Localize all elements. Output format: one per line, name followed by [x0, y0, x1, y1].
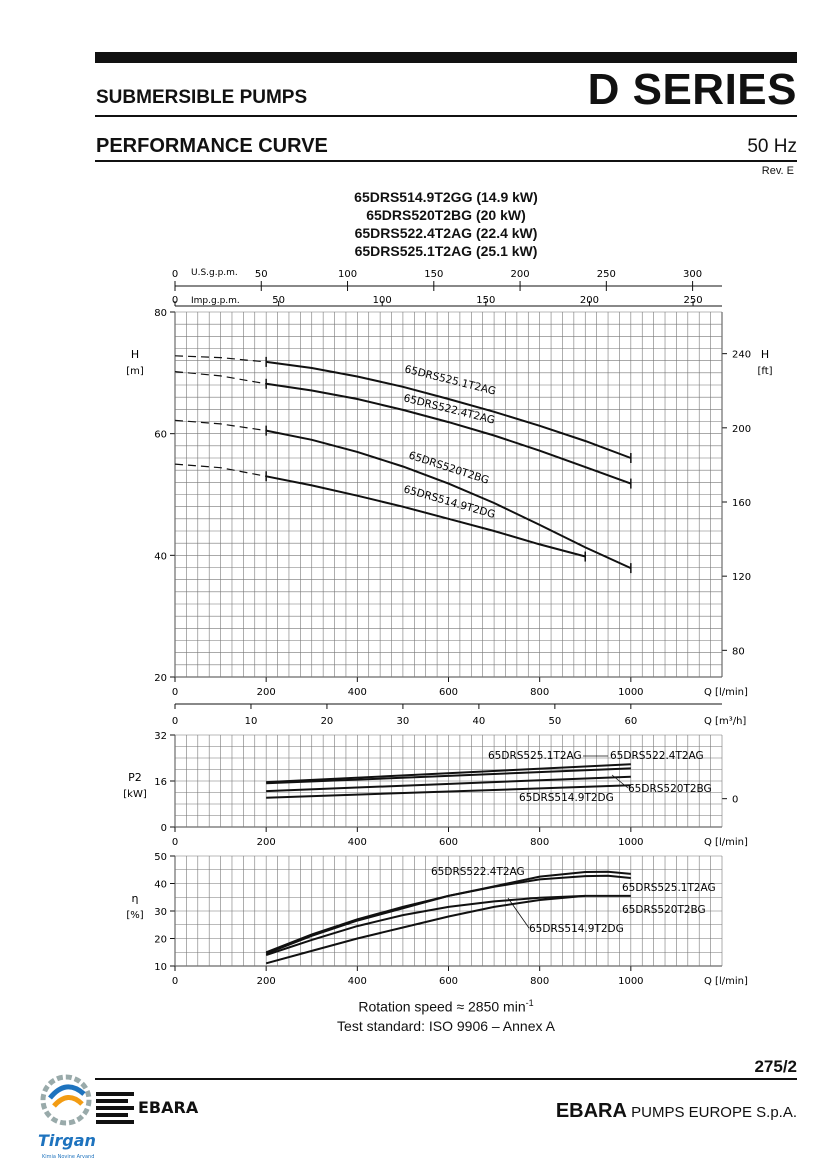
eff-curve-label: 65DRS520T2BG — [622, 904, 706, 916]
y-axis-label: P2 — [128, 771, 142, 784]
frequency-label: 50 Hz — [747, 136, 797, 157]
x-tick-label: 600 — [438, 837, 459, 848]
m3h-tick-label: 30 — [396, 716, 410, 727]
alt-axis-tick-label: 250 — [683, 295, 703, 306]
model-item: 65DRS522.4T2AG (22.4 kW) — [354, 225, 538, 241]
power-curve-label: 65DRS525.1T2AG — [488, 750, 582, 762]
x-tick-label: 200 — [256, 976, 276, 987]
x-tick-label: 1000 — [618, 976, 644, 987]
y2-tick-label: 200 — [732, 423, 752, 435]
y-tick-label: 40 — [154, 551, 167, 563]
tirgan-logo — [36, 1070, 96, 1165]
x-tick-label: 1000 — [618, 837, 644, 848]
x-tick-label: 600 — [438, 687, 459, 698]
revision-label: Rev. E — [761, 165, 794, 177]
x-tick-label: 800 — [530, 837, 550, 848]
power-curve-label: 65DRS514.9T2DG — [519, 792, 614, 804]
x-tick-label: 600 — [438, 976, 459, 987]
alt-axis-tick-label: 200 — [510, 269, 530, 280]
alt-axis-tick-label: 150 — [424, 269, 444, 280]
footer-rule — [95, 1078, 797, 1080]
y2-axis-label: H — [760, 348, 770, 361]
ebara-logo-text: EBARA — [138, 1098, 199, 1117]
gear-logo-icon — [36, 1070, 96, 1160]
y-tick-label: 20 — [154, 934, 167, 946]
x-axis-label: Q [l/min] — [704, 687, 748, 698]
x-tick-label: 400 — [347, 687, 367, 698]
m3h-tick-label: 50 — [548, 716, 562, 727]
y-tick-label: 50 — [154, 852, 167, 863]
head-curve-label: 65DRS514.9T2DG — [402, 483, 497, 522]
model-item: 65DRS525.1T2AG (25.1 kW) — [354, 243, 538, 259]
model-item: 65DRS520T2BG (20 kW) — [366, 207, 526, 223]
alt-axis-label: Imp.g.p.m. — [191, 296, 240, 306]
alt-axis-tick-label: 150 — [476, 295, 496, 306]
m3h-tick-label: 10 — [244, 716, 258, 727]
x-tick-label: 0 — [171, 976, 179, 987]
y2-tick-label: 160 — [732, 497, 752, 509]
y-axis-label: H — [130, 348, 140, 361]
eff-curve-label: 65DRS522.4T2AG — [431, 866, 525, 878]
y-axis-unit: [%] — [126, 910, 144, 921]
alt-axis-tick-label: 50 — [272, 295, 285, 306]
x-tick-label: 400 — [347, 837, 367, 848]
ebara-logo — [96, 1090, 216, 1131]
y2-tick-label: 240 — [732, 349, 752, 361]
x-tick-label: 0 — [171, 687, 179, 698]
m3h-axis-label: Q [m³/h] — [704, 716, 747, 727]
test-notes — [0, 994, 828, 1036]
head-curve-label: 65DRS522.4T2AG — [402, 392, 497, 427]
m3h-tick-label: 0 — [171, 716, 179, 727]
x-tick-label: 800 — [530, 976, 550, 987]
dealer-tagline: Kimia Novine Arvand — [42, 1154, 95, 1160]
eff-curve-label: 65DRS514.9T2DG — [529, 923, 624, 935]
x-axis-label: Q [l/min] — [704, 837, 748, 848]
alt-axis-tick-label: 0 — [171, 295, 179, 306]
section-title: PERFORMANCE CURVE — [96, 135, 328, 157]
alt-axis-tick-label: 100 — [337, 269, 358, 280]
y-tick-label: 40 — [154, 879, 167, 891]
alt-axis-tick-label: 100 — [372, 295, 392, 306]
y-tick-label: 60 — [154, 429, 167, 441]
x-axis-label: Q [l/min] — [704, 976, 748, 987]
m3h-tick-label: 40 — [472, 716, 486, 727]
x-tick-label: 200 — [256, 687, 276, 698]
test-standard-note: Test standard: ISO 9906 – Annex A — [337, 1017, 555, 1034]
category-title: SUBMERSIBLE PUMPS — [96, 87, 308, 108]
power-curve-label: 65DRS522.4T2AG — [610, 750, 704, 762]
y2-axis-unit: [ft] — [757, 366, 773, 377]
y-tick-label: 16 — [154, 777, 167, 788]
y-tick-label: 80 — [154, 308, 167, 319]
x-tick-label: 200 — [256, 837, 276, 848]
y2-tick-label: 120 — [732, 572, 752, 584]
y-tick-label: 0 — [160, 823, 167, 834]
y-tick-label: 32 — [154, 731, 167, 742]
y-tick-label: 20 — [154, 673, 167, 684]
page-number: 275/2 — [754, 1057, 797, 1076]
m3h-tick-label: 60 — [624, 716, 638, 727]
alt-axis-tick-label: 200 — [579, 295, 599, 306]
y-axis-unit: [kW] — [123, 789, 147, 800]
m3h-tick-label: 20 — [320, 716, 334, 727]
y2-tick-label: 0 — [732, 794, 739, 806]
rotation-speed-note: Rotation speed ≈ 2850 $\min^{-1}$ — [358, 998, 534, 1015]
y-tick-label: 30 — [154, 907, 167, 918]
y-axis-label: η — [131, 892, 139, 905]
alt-axis-label: U.S.g.p.m. — [191, 268, 238, 278]
y-tick-label: 10 — [154, 962, 167, 973]
company-name: EBARA PUMPS EUROPE S.p.A. — [555, 1100, 797, 1122]
ebara-mark-icon — [96, 1092, 134, 1124]
y-axis-unit: [m] — [126, 366, 144, 377]
model-item: 65DRS514.9T2GG (14.9 kW) — [354, 189, 538, 205]
x-tick-label: 1000 — [618, 687, 644, 698]
head-curve-label: 65DRS525.1T2AG — [403, 363, 498, 398]
x-tick-label: 800 — [530, 687, 550, 698]
power-curve-label: 65DRS520T2BG — [628, 783, 712, 795]
alt-axis-tick-label: 300 — [683, 269, 703, 280]
y2-tick-label: 80 — [732, 646, 745, 658]
x-tick-label: 0 — [171, 837, 179, 848]
eff-curve-label: 65DRS525.1T2AG — [622, 882, 716, 894]
alt-axis-tick-label: 50 — [254, 269, 268, 280]
alt-axis-tick-label: 0 — [171, 269, 179, 280]
series-title: D SERIES — [587, 65, 797, 114]
alt-axis-tick-label: 250 — [596, 269, 616, 280]
head-curve-label: 65DRS520T2BG — [407, 449, 491, 487]
dealer-logo-text: Tirgan — [38, 1131, 96, 1150]
x-tick-label: 400 — [347, 976, 367, 987]
